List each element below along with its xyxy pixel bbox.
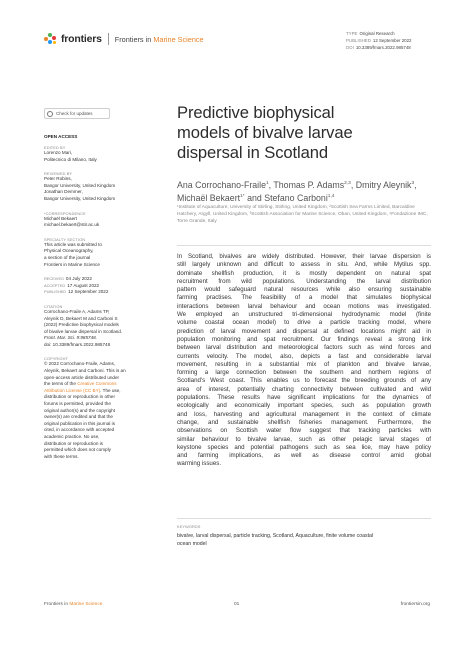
date-key: PUBLISHED: [44, 289, 67, 295]
abstract-line: observations on Scottish water flow suggest that tracking particles with: [177, 427, 431, 435]
copyright-line: distribution or reproduction in other: [44, 394, 115, 400]
specialty-text: [44, 242, 144, 268]
author-affiliation-mark: 2,3: [344, 181, 351, 186]
specialty-label: SPECIALTY SECTION: [44, 236, 86, 242]
cc-license-link[interactable]: Attribution License (CC BY): [44, 387, 101, 393]
reviewed-line: Bangor University, United Kingdom: [44, 195, 116, 201]
author-name[interactable]: Thomas P. Adams: [273, 179, 345, 190]
copyright-line: [44, 381, 144, 388]
copyright-line: owner(s) are credited and that the: [44, 414, 113, 420]
citation-line: doi: 10.3389/fmars.2022.985748: [44, 341, 111, 347]
published-label: PUBLISHED: [346, 38, 371, 44]
copyright-line: cited, in accordance with accepted: [44, 427, 115, 433]
citation-line: Corrochano-Fraile A, Adams TP,: [44, 308, 110, 314]
copyright-line: with these terms.: [44, 453, 79, 459]
date-row: [44, 283, 144, 290]
journal-prefix: Frontiers in: [114, 34, 154, 44]
sidebar: [44, 108, 144, 460]
article-meta: [346, 30, 411, 52]
date-row: [44, 276, 144, 283]
copyright-line: forums is permitted, provided the: [44, 401, 111, 407]
abstract-line: between larval distribution and meteorological factors such as wind forces and: [177, 344, 431, 352]
reviewed-by-label: REVIEWED BY: [44, 171, 73, 177]
logo-divider: [108, 33, 109, 45]
author-name[interactable]: Dmitry Aleynik: [355, 179, 412, 190]
copyright-label: COPYRIGHT: [44, 356, 69, 362]
citation-label: CITATION: [44, 303, 63, 309]
divider: [177, 518, 431, 519]
cc-license-link[interactable]: Creative Commons: [77, 381, 117, 387]
abstract-line: ecologically and economically important species, such as population growth: [177, 402, 431, 410]
date-value: 17 August 2022: [67, 282, 100, 288]
author-separator: ,: [350, 179, 356, 190]
frontiers-logo-icon: [44, 32, 58, 46]
abstract-line: farming practises. The feasibility of a model that simulates biophysical: [177, 294, 431, 302]
author-affiliation-mark: 1,4: [327, 193, 335, 199]
reviewed-by-text: [44, 176, 144, 202]
edited-by-text: [44, 150, 144, 163]
author-affiliation-mark: 1*: [240, 193, 245, 199]
published-value: 12 September 2022: [372, 38, 412, 44]
abstract-line: pattern would safeguard natural resources while also ensuring sustainable: [177, 286, 431, 294]
specialty-line: This article was submitted to: [44, 241, 102, 247]
article-title: [177, 103, 431, 163]
reviewed-line: Jonathan Demmer,: [44, 189, 83, 195]
footer-journal-accent: Marine Science: [69, 602, 103, 607]
article-dates: [44, 276, 144, 296]
journal-accent: Marine Science: [153, 34, 204, 44]
abstract-line: population monitoring and spat recruitment. Our findings reveal a strong link: [177, 335, 431, 343]
copyright-line: original publication in this journal is: [44, 420, 115, 426]
author-affiliation-mark: 3: [411, 181, 415, 186]
affiliations: ¹Institute of Aquaculture, University of Stirling, Stirling, United Kingdom, ²Scottish Sea Farms Limited, Barcaldine Hatchery, Argyll, United Kingdom, ³Scottish Association for Marine Science, Oban, United Kingdom, ⁴Fondazione IMC, Torre Grande, Italy: [177, 205, 428, 224]
type-value: Original Research: [359, 31, 395, 36]
abstract-line: Scotland's West coast. This enables us to forecast the breeding grounds of any: [177, 377, 431, 385]
edited-line: Lorenzo Mari,: [44, 150, 73, 155]
open-access-label: OPEN ACCESS: [44, 134, 78, 139]
page-header: [44, 30, 440, 54]
abstract: [177, 253, 431, 469]
author-separator: ,: [268, 179, 274, 190]
correspondence-text: [44, 216, 144, 229]
author-list: [177, 178, 431, 204]
abstract-line: recruitment from wild populations. Understanding the larval distribution: [177, 277, 431, 285]
abstract-line: area of interest, potentially charting connectivity between cultivated and wild: [177, 385, 431, 393]
copyright-line: original author(s) and the copyright: [44, 407, 115, 413]
abstract-line: movement, resulting in a substantial mix of plankton and bivalve larvae,: [177, 360, 431, 368]
check-for-updates-button[interactable]: [44, 108, 110, 119]
abstract-line: and farming implications, as well as disease control amid global: [177, 452, 431, 460]
corr-name: Michaël Bekaert: [44, 215, 77, 221]
author-affiliation-mark: 1: [266, 181, 269, 186]
frontiers-logo[interactable]: [44, 32, 204, 46]
abstract-line: similar behaviour to bivalve larvae, such as other pelagic larval stages of: [177, 435, 431, 443]
copyright-line: © 2022 Corrochano-Fraile, Adams,: [44, 361, 116, 367]
copyright-line-text: . The use,: [100, 387, 121, 393]
edited-line: Politecnico di Milano, Italy: [44, 156, 97, 162]
date-value: 04 July 2022: [65, 276, 92, 282]
citation-line: Front. Mar. Sci. 9:985748.: [44, 335, 97, 341]
copyright-line: [44, 388, 144, 395]
type-label: TYPE: [346, 31, 358, 36]
abstract-line: interactions between larval behaviour and ocean motions was investigated.: [177, 302, 431, 310]
specialty-line: Physical Oceanography,: [44, 248, 94, 254]
divider: [177, 245, 431, 246]
abstract-line: prediction of larval movement and dispersal at defined locations might aid in: [177, 327, 431, 335]
logo-text: frontiers: [61, 33, 102, 45]
author-separator: ,: [414, 179, 417, 190]
citation-line: of bivalve larvae dispersal in Scotland.: [44, 328, 123, 334]
title-line: dispersal in Scotland: [177, 143, 329, 162]
keywords: [177, 532, 431, 548]
copyright-line: Aleynik, Bekaert and Carboni. This is an: [44, 368, 126, 374]
abstract-line: populations. These results have significant implications for the dynamics of: [177, 394, 431, 402]
abstract-line: dominate shellfish production, it is mostly dependent on natural spat: [177, 269, 431, 277]
date-key: ACCEPTED: [44, 282, 66, 288]
author-separator: and: [244, 192, 265, 203]
citation-line: (2022) Predictive biophysical models: [44, 322, 119, 328]
footer-journal: [44, 602, 102, 607]
specialty-line: Frontiers in Marine Science: [44, 261, 100, 267]
date-key: RECEIVED: [44, 276, 64, 282]
copyright-line: permitted which does not comply: [44, 447, 111, 453]
keywords-line: ocean model: [177, 541, 207, 547]
page-number: 01: [234, 602, 240, 607]
corr-email[interactable]: michael.bekaert@stir.ac.uk: [44, 222, 100, 228]
title-line: Predictive biophysical: [177, 103, 335, 122]
abstract-line: warming issues.: [177, 460, 222, 468]
doi-label: DOI: [346, 45, 354, 51]
reviewed-line: Bangor University, United Kingdom: [44, 182, 116, 188]
copyright-line: academic practice. No use,: [44, 434, 100, 439]
doi-value[interactable]: 10.3389/fmars.2022.985748: [355, 45, 411, 51]
keywords-line: bivalve, larval dispersal, particle tracking, Scotland, Aquaculture, finite volume coastal: [177, 533, 374, 539]
abstract-line: forming a large connection between the southern and northern regions of: [177, 369, 431, 377]
abstract-line: still largely unknown and difficult to assess in situ. And, while Mytilus spp.: [177, 261, 431, 269]
author-name[interactable]: Ana Corrochano-Fraile: [177, 179, 266, 190]
footer-site-link[interactable]: frontiersin.org: [400, 602, 430, 607]
specialty-line: a section of the journal: [44, 254, 91, 260]
author-name[interactable]: Stefano Carboni: [264, 192, 328, 203]
reviewed-line: Peter Robins,: [44, 176, 72, 182]
refresh-icon: [47, 111, 53, 117]
copyright-line-text: the terms of the: [44, 381, 78, 387]
correspondence-label: *CORRESPONDENCE: [44, 210, 86, 216]
journal-name: [115, 35, 204, 44]
keywords-label: KEYWORDS: [177, 524, 201, 529]
citation-text: [44, 309, 144, 349]
title-line: models of bivalve larvae: [177, 123, 353, 142]
copyright-line: distribution or reproduction is: [44, 440, 103, 446]
abstract-line: We employed an unstructured tri-dimensional hydrodynamic model (finite: [177, 311, 431, 319]
abstract-line: and loss, harvesting and agricultural management in the context of climate: [177, 410, 431, 418]
check-updates-label: Check for updates: [56, 111, 93, 116]
copyright-line: open-access article distributed under: [44, 374, 120, 380]
footer-prefix: Frontiers in: [44, 602, 70, 607]
abstract-line: change, and sustainable shellfish fisheries management. Furthermore, the: [177, 418, 431, 426]
abstract-line: keystone species and potential pathogens such as sea lice, may have policy: [177, 443, 431, 451]
abstract-line: In Scotland, bivalves are widely distributed. However, their larvae dispersion is: [177, 253, 431, 260]
author-name[interactable]: Michaël Bekaert: [177, 192, 241, 203]
date-row: [44, 289, 144, 296]
copyright-text: [44, 361, 144, 460]
abstract-line: volume coastal ocean model) to drive a particle tracking model, where: [177, 319, 431, 327]
edited-by-label: EDITED BY: [44, 145, 66, 150]
citation-line: Aleynik D, Bekaert M and Carboni S: [44, 315, 118, 321]
date-value: 12 September 2022: [68, 289, 109, 295]
abstract-line: currents velocity. The model, also, depicts a fast and considerable larval: [177, 352, 431, 360]
